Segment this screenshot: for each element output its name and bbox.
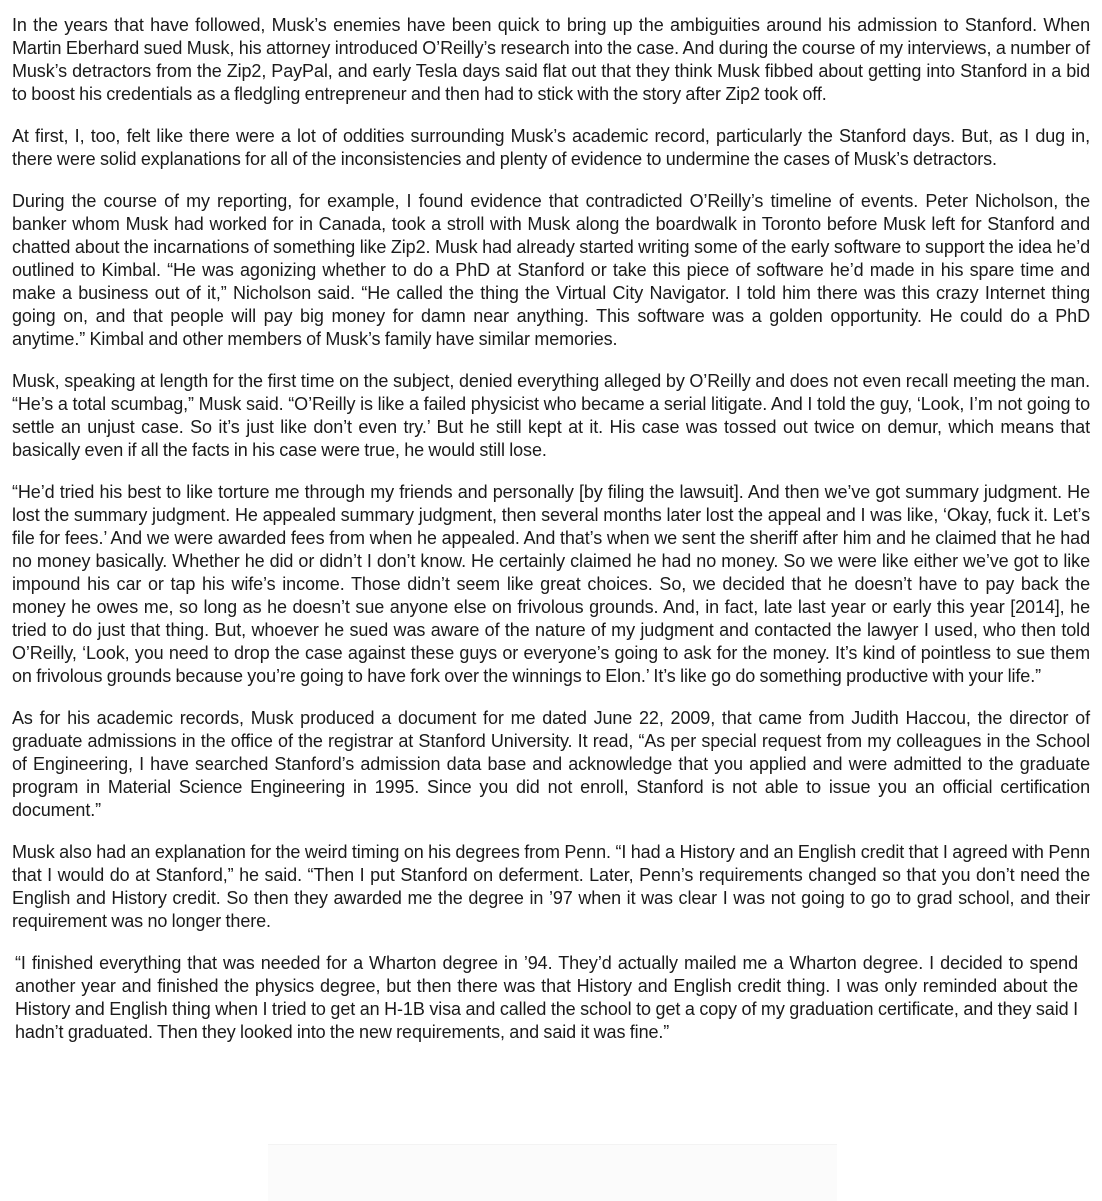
paragraph-1: In the years that have followed, Musk’s enemies have been quick to bring up the ambiguities around his admission to Stanford. When Martin Eberhard sued Musk, his attorney introduced O’Reilly’s research into the case. And during the course of my interviews, a number of Musk’s detractors from the Zip2, PayPal, and early Tesla days said flat out that they think Musk fibbed about getting into Stanford in a bid to boost his credentials as a fledgling entrepreneur and then had to stick with the story after Zip2 took off. <box>12 15 1090 104</box>
blank-image-placeholder <box>268 1144 837 1201</box>
paragraph-2: At first, I, too, felt like there were a lot of oddities surrounding Musk’s academic record, particularly the Stanford days. But, as I dug in, there were solid explanations for all of the inconsistencies and plenty of evidence to undermine the cases of Musk’s detractors. <box>12 126 1090 169</box>
paragraph-7: Musk also had an explanation for the weird timing on his degrees from Penn. “I had a History and an English credit that I agreed with Penn that I would do at Stanford,” he said. “Then I put Stanford on deferment. Later, Penn’s requirements changed so that you don’t need the English and History credit. So then they awarded me the degree in ’97 when it was clear I was not going to go to grad school, and their requirement was no longer there. <box>12 842 1090 931</box>
paragraph-4: Musk, speaking at length for the first time on the subject, denied everything alleged by O’Reilly and does not even recall meeting the man. “He’s a total scumbag,” Musk said. “O’Reilly is like a failed physicist who became a serial litigate. And I told the guy, ‘Look, I’m not going to settle an unjust case. So it’s just like don’t even try.’ But he still kept at it. His case was tossed out twice on demur, which means that basically even if all the facts in his case were true, he would still lose. <box>12 371 1090 460</box>
paragraph-5: “He’d tried his best to like torture me through my friends and personally [by filing the lawsuit]. And then we’ve got summary judgment. He lost the summary judgment. He appealed summary judgment, then several months later lost the appeal and I was like, ‘Okay, fuck it. Let’s file for fees.’ And we were awarded fees from when he appealed. And that’s when we sent the sheriff after him and he claimed that he had no money basically. Whether he did or didn’t I don’t know. He certainly claimed he had no money. So we were like either we’ve got to like impound his car or tap his wife’s income. Those didn’t seem like great choices. So, we decided that he doesn’t have to pay back the money he owes me, so long as he doesn’t sue anyone else on frivolous grounds. And, in fact, late last year or early this year [2014], he tried to do just that thing. But, whoever he sued was aware of the nature of my judgment and contacted the lawyer I used, who then told O’Reilly, ‘Look, you need to drop the case against these guys or everyone’s going to ask for the money. It’s kind of pointless to sue them on frivolous grounds because you’re going to have fork over the winnings to Elon.’ It’s like go do something productive with your life.” <box>12 482 1090 686</box>
document-page <box>12 14 1090 1063</box>
paragraph-3: During the course of my reporting, for example, I found evidence that contradicted O’Reilly’s timeline of events. Peter Nicholson, the banker whom Musk had worked for in Canada, took a stroll with Musk along the boardwalk in Toronto before Musk left for Stanford and chatted about the incarnations of something like Zip2. Musk had already started writing some of the early software to support the idea he’d outlined to Kimbal. “He was agonizing whether to do a PhD at Stanford or take this piece of software he’d made in his spare time and make a business out of it,” Nicholson said. “He called the thing the Virtual City Navigator. I told him there was this crazy Internet thing going on, and that people will pay big money for damn near anything. This software was a golden opportunity. He could do a PhD anytime.” Kimbal and other members of Musk’s family have similar memories. <box>12 191 1090 349</box>
paragraph-8-quote: “I finished everything that was needed for a Wharton degree in ’94. They’d actually mailed me a Wharton degree. I decided to spend another year and finished the physics degree, but then there was that History and English credit thing. I was only reminded about the History and English thing when I tried to get an H-1B visa and called the school to get a copy of my graduation certificate, and they said I hadn’t graduated. Then they looked into the new requirements, and said it was fine.” <box>15 953 1078 1042</box>
paragraph-6: As for his academic records, Musk produced a document for me dated June 22, 2009, that came from Judith Haccou, the director of graduate admissions in the office of the registrar at Stanford University. It read, “As per special request from my colleagues in the School of Engineering, I have searched Stanford’s admission data base and acknowledge that you applied and were admitted to the graduate program in Material Science Engineering in 1995. Since you did not enroll, Stanford is not able to issue you an official certification document.” <box>12 708 1090 820</box>
